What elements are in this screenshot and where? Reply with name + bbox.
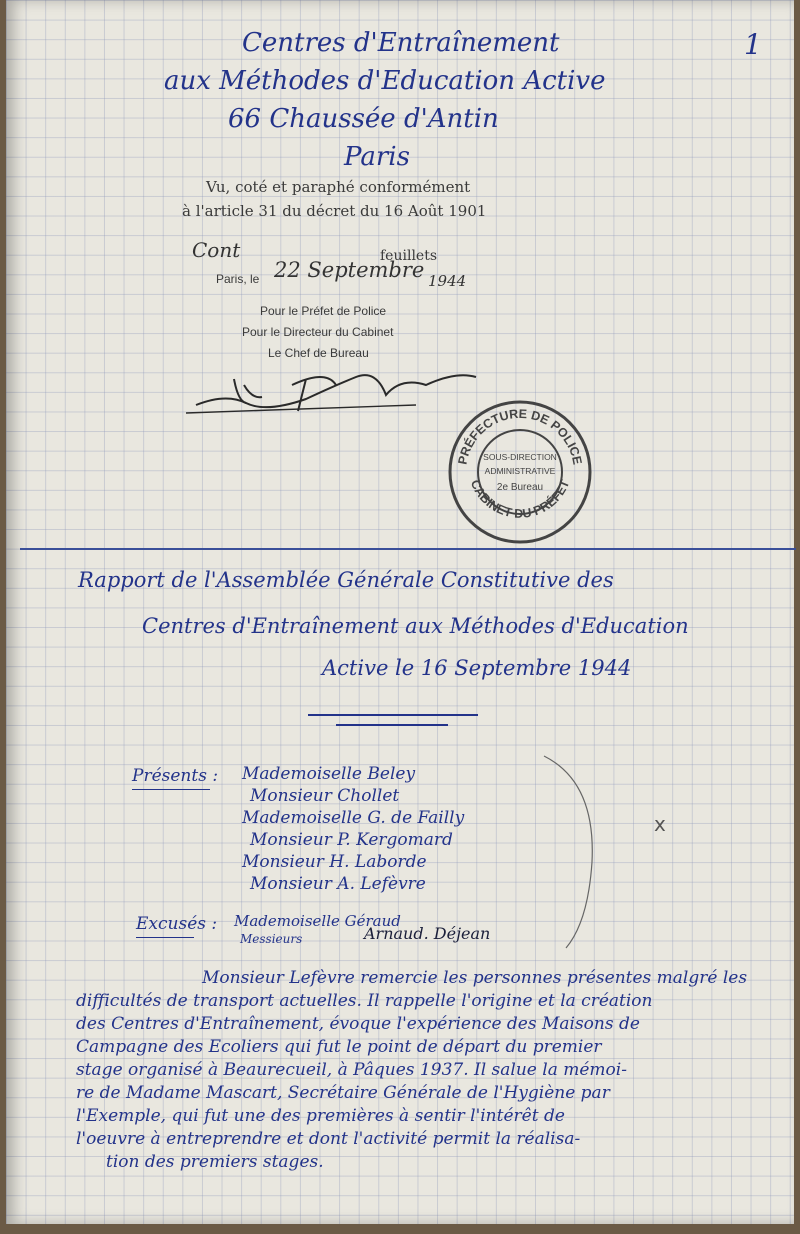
stamp-outer-top: PRÉFECTURE DE POLICE <box>455 406 585 466</box>
present-name: Monsieur A. Lefèvre <box>250 874 426 894</box>
excused-names: Arnaud. Déjean <box>364 924 491 943</box>
visa-handwritten-count: Cont <box>192 238 241 262</box>
visa-line-2: à l'article 31 du décret du 16 Août 1901 <box>182 202 487 220</box>
heading-line-3: 66 Chaussée d'Antin <box>228 104 499 134</box>
present-label: Présents : <box>132 766 219 786</box>
bracket-mark <box>536 752 606 952</box>
excused-underline <box>136 937 194 938</box>
notebook-page <box>6 0 794 1224</box>
body-line: tion des premiers stages. <box>106 1152 324 1172</box>
present-name: Monsieur H. Laborde <box>242 852 427 872</box>
body-line: l'oeuvre à entreprendre et dont l'activité permit la réalisa- <box>76 1129 581 1149</box>
cross-mark: x <box>654 812 666 836</box>
excused-line-1: Mademoiselle Géraud <box>234 912 401 930</box>
visa-date-prefix: Paris, le <box>216 272 260 286</box>
stamp-outer-bottom: CABINET DU PRÉFET <box>467 477 573 521</box>
report-title-line-2: Centres d'Entraînement aux Méthodes d'Education <box>142 614 689 638</box>
title-double-rule-1 <box>308 714 478 716</box>
present-name: Mademoiselle G. de Failly <box>242 808 465 828</box>
heading-line-4: Paris <box>344 142 410 172</box>
stamp-inner-3: 2e Bureau <box>496 482 544 493</box>
report-title-line-3: Active le 16 Septembre 1944 <box>322 656 632 680</box>
present-name: Monsieur Chollet <box>250 786 400 806</box>
visa-year: 1944 <box>428 272 467 290</box>
body-line: re de Madame Mascart, Secrétaire Générale de l'Hygiène par <box>76 1083 610 1103</box>
visa-pour-directeur: Pour le Directeur du Cabinet <box>242 325 394 339</box>
visa-chef-bureau: Le Chef de Bureau <box>268 346 369 360</box>
body-line: Monsieur Lefèvre remercie les personnes présentes malgré les <box>202 968 748 988</box>
excused-messieurs: Messieurs <box>240 932 303 946</box>
present-name: Monsieur P. Kergomard <box>250 830 453 850</box>
present-name: Mademoiselle Beley <box>242 764 416 784</box>
body-line: Campagne des Ecoliers qui fut le point de départ du premier <box>76 1037 602 1057</box>
visa-pour-prefet: Pour le Préfet de Police <box>260 304 387 318</box>
body-line: stage organisé à Beaurecueil, à Pâques 1937. Il salue la mémoi- <box>76 1060 627 1080</box>
report-title-line-1: Rapport de l'Assemblée Générale Constitutive des <box>78 568 614 592</box>
body-line: difficultés de transport actuelles. Il rappelle l'origine et la création <box>76 991 653 1011</box>
present-underline <box>132 789 210 790</box>
visa-feuillets: feuillets <box>380 248 438 264</box>
excused-label: Excusés : <box>136 914 218 934</box>
heading-line-2: aux Méthodes d'Education Active <box>164 66 606 96</box>
stamp-inner-1: SOUS-DIRECTION <box>483 452 557 462</box>
page-number: 1 <box>744 28 762 61</box>
title-double-rule-2 <box>336 724 448 726</box>
signature-image <box>186 355 486 425</box>
body-line: l'Exemple, qui fut une des premières à sentir l'intérêt de <box>76 1106 565 1126</box>
stamp-inner-2: ADMINISTRATIVE <box>484 466 556 476</box>
visa-date-handwritten: 22 Septembre <box>274 258 425 282</box>
section-divider <box>20 548 796 550</box>
prefecture-police-stamp <box>446 398 594 546</box>
visa-line-1: Vu, coté et paraphé conformément <box>206 178 471 196</box>
body-line: des Centres d'Entraînement, évoque l'expérience des Maisons de <box>76 1014 640 1034</box>
heading-line-1: Centres d'Entraînement <box>242 28 560 58</box>
